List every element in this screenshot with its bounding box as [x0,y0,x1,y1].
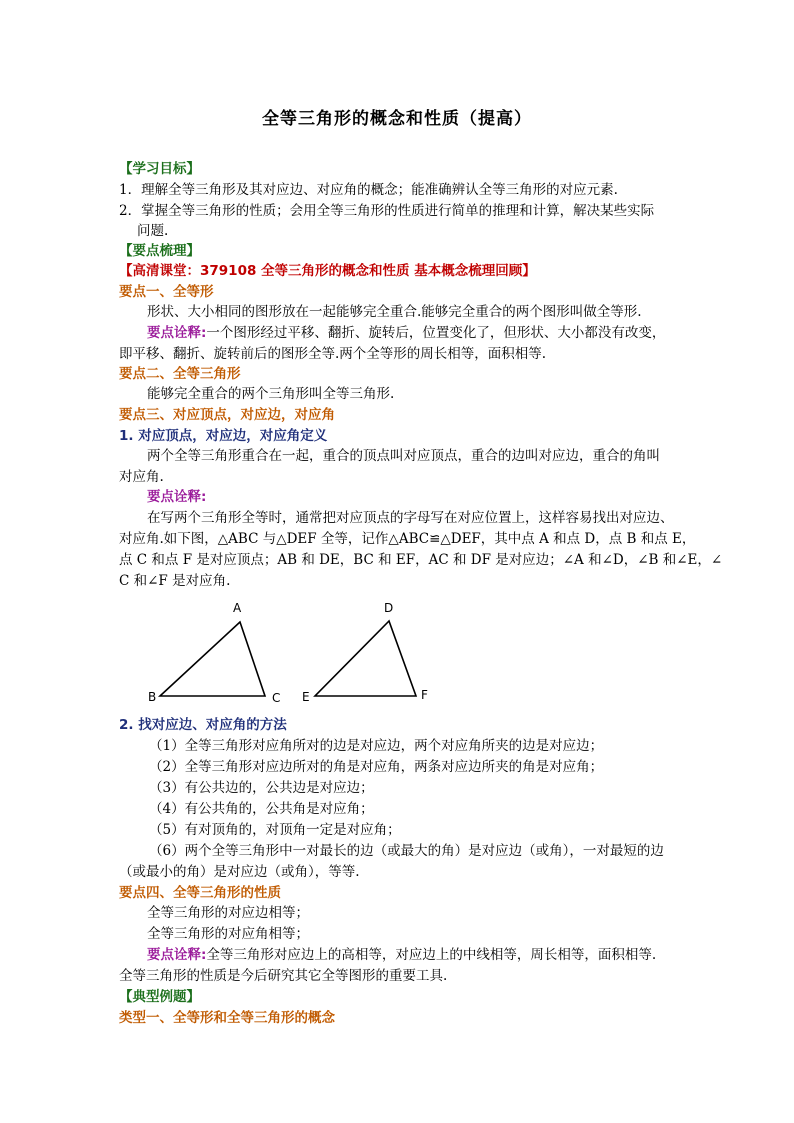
point1-note-cont: 即平移、翻折、旋转前后的图形全等.两个全等形的周长相等，面积相等. [119,346,547,362]
point3-note-2: 对应角.如下图，△ABC 与△DEF 全等，记作△ABC≌△DEF，其中点 A 和点 D，点 B 和点 E， [119,531,696,547]
point3-sub1: 1. 对应顶点，对应边，对应角定义 [119,428,328,444]
point3-sub2: 2. 找对应边、对应角的方法 [119,717,287,733]
point4-prop-2: 全等三角形的对应角相等； [147,926,309,942]
examples-header: 【典型例题】 [119,989,200,1005]
method-6-cont: （或最小的角）是对应边（或角），等等. [119,864,360,880]
triangles-figure [140,598,440,708]
point3-note-1: 在写两个三角形全等时，通常把对应顶点的字母写在对应位置上，这样容易找出对应边、 [147,510,674,526]
goal-item-1: 1．理解全等三角形及其对应边、对应角的概念；能准确辨认全等三角形的对应元素. [119,182,618,198]
label-b: B [148,690,157,704]
point3-def: 两个全等三角形重合在一起，重合的顶点叫对应顶点，重合的边叫对应边，重合的角叫 [147,448,660,464]
method-3: （3）有公共边的，公共边是对应边； [149,780,374,796]
label-e: E [302,690,310,704]
method-1: （1）全等三角形对应角所对的边是对应边，两个对应角所夹的边是对应边； [149,738,604,754]
page-title: 全等三角形的概念和性质（提高） [262,109,532,129]
outline-header: 【要点梳理】 [119,243,200,259]
goal-item-2-cont: 问题. [137,223,169,239]
point3-def-cont: 对应角. [119,469,164,485]
method-5: （5）有对顶角的，对顶角一定是对应角； [149,822,401,838]
method-6: （6）两个全等三角形中一对最长的边（或最大的角）是对应边（或角），一对最短的边 [149,843,664,859]
example-type-1: 类型一、全等形和全等三角形的概念 [119,1010,335,1026]
point4-note: 要点诠释:全等三角形对应边上的高相等，对应边上的中线相等，周长相等，面积相等. [147,947,657,963]
point2-body: 能够完全重合的两个三角形叫全等三角形. [147,386,395,402]
point3-note-4: C 和∠F 是对应角. [119,573,231,589]
class-link[interactable]: 【高清课堂：379108 全等三角形的概念和性质 基本概念梳理回顾】 [119,263,536,279]
label-f: F [421,688,428,702]
triangle-abc [160,622,265,696]
method-2: （2）全等三角形对应边所对的角是对应角，两条对应边所夹的角是对应角； [149,759,604,775]
triangle-def [315,621,416,696]
point3-title: 要点三、对应顶点，对应边，对应角 [119,407,335,423]
goal-item-2: 2．掌握全等三角形的性质；会用全等三角形的性质进行简单的推理和计算，解决某些实际 [119,203,655,219]
point4-note-cont: 全等三角形的性质是今后研究其它全等图形的重要工具. [119,968,448,984]
point2-title: 要点二、全等三角形 [119,366,241,382]
label-a: A [233,601,242,615]
point3-note-label: 要点诠释: [147,489,207,505]
point1-title: 要点一、全等形 [119,284,214,300]
goals-header: 【学习目标】 [119,161,200,177]
point3-note-3: 点 C 和点 F 是对应顶点；AB 和 DE，BC 和 EF，AC 和 DF 是对应边；∠A 和∠D，∠B 和∠E，∠ [119,552,723,568]
point4-title: 要点四、全等三角形的性质 [119,885,281,901]
point1-body: 形状、大小相同的图形放在一起能够完全重合.能够完全重合的两个图形叫做全等形. [147,304,642,320]
label-d: D [384,601,394,615]
method-4: （4）有公共角的，公共角是对应角； [149,801,374,817]
point4-prop-1: 全等三角形的对应边相等； [147,905,309,921]
point1-note: 要点诠释:一个图形经过平移、翻折、旋转后，位置变化了，但形状、大小都没有改变， [147,325,666,341]
label-c: C [272,691,281,705]
